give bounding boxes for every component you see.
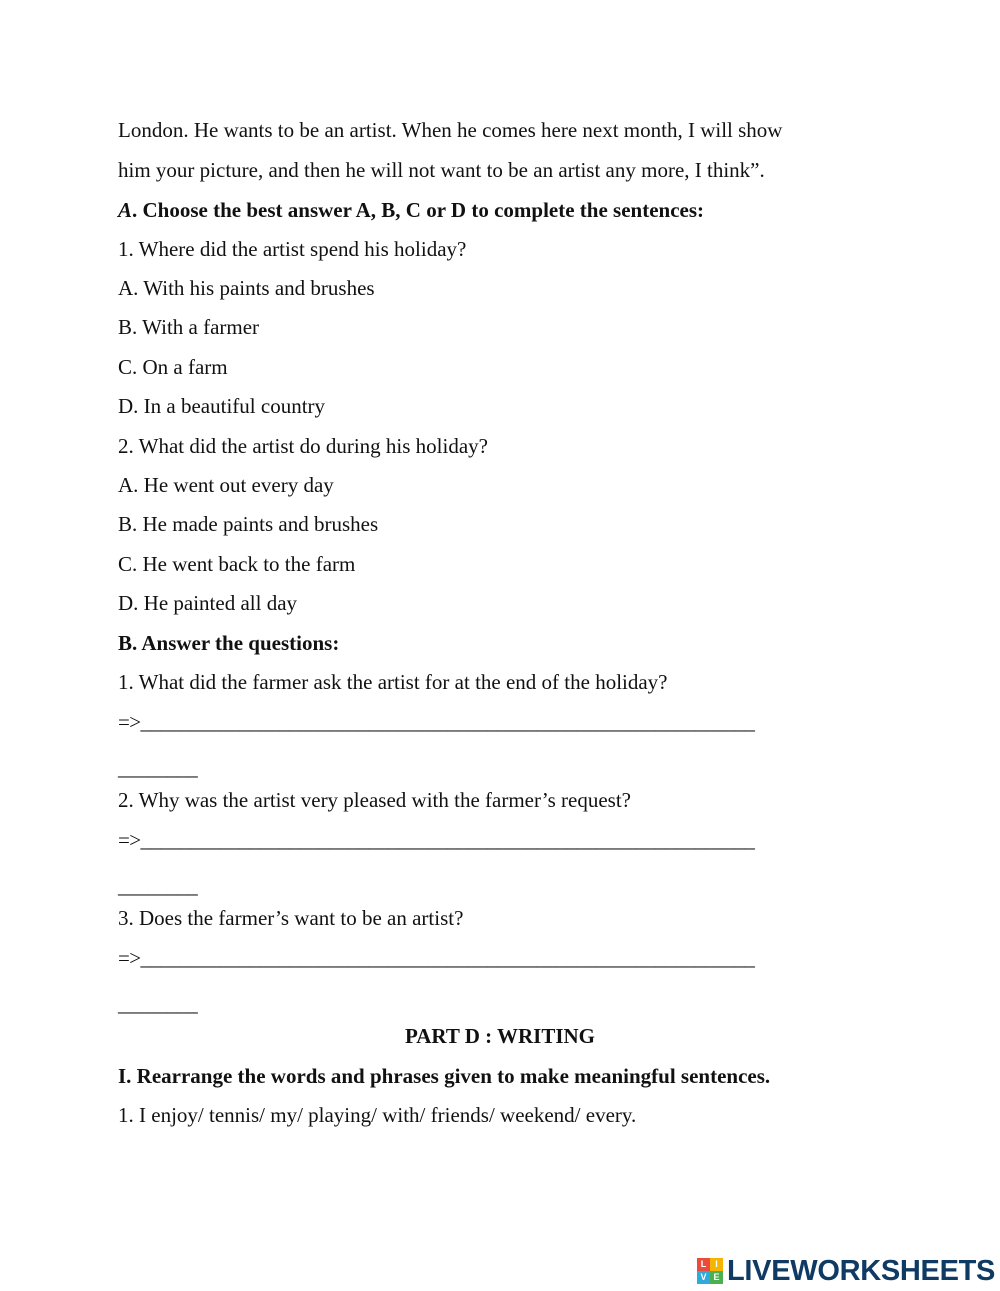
option-a1-c[interactable]: C. On a farm: [118, 355, 228, 379]
logo-text: LIVEWORKSHEETS: [727, 1254, 996, 1287]
option-a1-b[interactable]: B. With a farmer: [118, 315, 260, 339]
part-d-instruction: I. Rearrange the words and phrases given to make meaningful sentences.: [118, 1064, 771, 1088]
liveworksheets-logo: [697, 1254, 995, 1288]
question-a1: 1. Where did the artist spend his holiday?: [118, 237, 467, 261]
question-b1: 1. What did the farmer ask the artist for at the end of the holiday?: [118, 670, 668, 694]
section-b-heading: B. Answer the questions:: [118, 631, 340, 655]
logo-badge-icon: L I V E: [697, 1258, 723, 1284]
option-a1-a[interactable]: A. With his paints and brushes: [118, 276, 375, 300]
question-b2: 2. Why was the artist very pleased with the farmer’s request?: [118, 788, 631, 812]
rearrange-item-1: 1. I enjoy/ tennis/ my/ playing/ with/ friends/ weekend/ every.: [118, 1103, 637, 1127]
answer-field-b2[interactable]: =>______________________________________________________________: [118, 828, 755, 852]
question-b3: 3. Does the farmer’s want to be an artist?: [118, 906, 464, 930]
answer-field-b1[interactable]: =>______________________________________________________________: [118, 710, 755, 734]
section-a-heading: [118, 197, 704, 223]
section-a-title: . Choose the best answer A, B, C or D to complete the sentences:: [132, 198, 704, 222]
section-a-letter: A: [118, 198, 133, 222]
question-a2: 2. What did the artist do during his holiday?: [118, 434, 488, 458]
option-a2-c[interactable]: C. He went back to the farm: [118, 552, 356, 576]
passage-line-2: him your picture, and then he will not want to be an artist any more, I think”.: [118, 158, 765, 182]
option-a2-d[interactable]: D. He painted all day: [118, 591, 298, 615]
option-a2-a[interactable]: A. He went out every day: [118, 473, 334, 497]
passage-line-1: London. He wants to be an artist. When he comes here next month, I will show: [118, 118, 783, 142]
answer-field-b2-tail[interactable]: ________: [118, 874, 198, 898]
option-a1-d[interactable]: D. In a beautiful country: [118, 394, 326, 418]
part-d-heading: PART D : WRITING: [404, 1024, 596, 1048]
option-a2-b[interactable]: B. He made paints and brushes: [118, 512, 379, 536]
answer-field-b1-tail[interactable]: ________: [118, 756, 198, 780]
answer-field-b3-tail[interactable]: ________: [118, 992, 198, 1016]
answer-field-b3[interactable]: =>______________________________________________________________: [118, 946, 755, 970]
